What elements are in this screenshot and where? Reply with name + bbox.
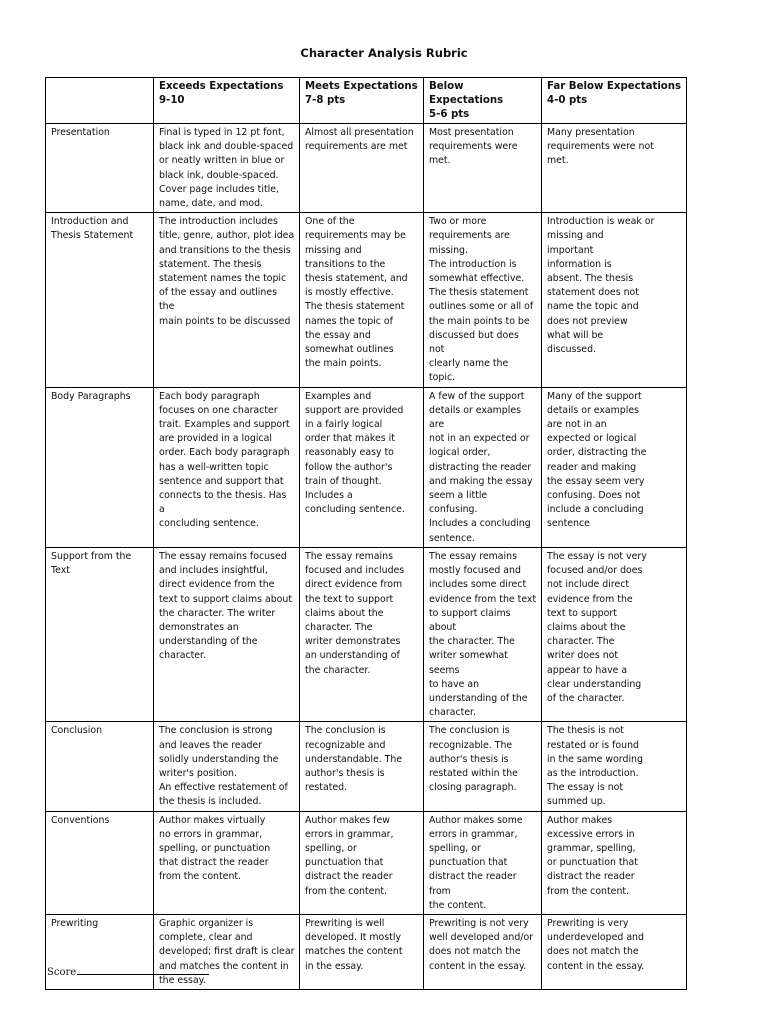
criterion-cell: Prewriting — [46, 914, 154, 989]
score-field — [47, 964, 209, 978]
below-cell: The conclusion is recognizable. The author's thesis is restated within the closing paragraph. — [424, 722, 542, 811]
header-cell-exceeds — [154, 78, 300, 124]
criterion-cell: Body Paragraphs — [46, 387, 154, 547]
far-below-cell: Many of the support details or examples are not in an expected or logical order, distracting the reader and making the essay seem very confusing. Does not include a concluding sentence — [542, 387, 687, 547]
meets-cell: The conclusion is recognizable and understandable. The author's thesis is restated. — [300, 722, 424, 811]
below-cell: A few of the support details or examples are not in an expected or logical order, distracting the reader and making the essay seem a little confusing. Includes a concluding sentence. — [424, 387, 542, 547]
criterion-cell: Introduction and Thesis Statement — [46, 213, 154, 387]
far-below-cell: Author makes excessive errors in grammar, spelling, or punctuation that distract the reader from the content. — [542, 811, 687, 914]
rubric-table — [45, 77, 687, 990]
exceeds-cell: Author makes virtually no errors in grammar, spelling, or punctuation that distract the reader from the content. — [154, 811, 300, 914]
header-points: 7-8 pts — [305, 95, 346, 106]
header-cell-criteria — [46, 78, 154, 124]
header-label: Far Below Expectations — [547, 81, 682, 92]
below-cell: Author makes some errors in grammar, spelling, or punctuation that distract the reader from the content. — [424, 811, 542, 914]
criterion-cell: Conventions — [46, 811, 154, 914]
table-row — [46, 722, 687, 811]
exceeds-cell: Graphic organizer is complete, clear and developed; first draft is clear and matches the content in the essay. — [154, 914, 300, 989]
header-label: Exceeds Expectations — [159, 81, 284, 92]
below-cell: Most presentation requirements were met. — [424, 124, 542, 213]
meets-cell: Examples and support are provided in a fairly logical order that makes it reasonably easy to follow the author's train of thought. Includes a concluding sentence. — [300, 387, 424, 547]
table-row — [46, 124, 687, 213]
meets-cell: Almost all presentation requirements are met — [300, 124, 424, 213]
table-row — [46, 547, 687, 721]
page-title: Character Analysis Rubric — [300, 46, 468, 60]
header-points: 5-6 pts — [429, 109, 470, 120]
exceeds-cell: The introduction includes title, genre, author, plot idea and transitions to the thesis statement. The thesis statement names the topic of the essay and outlines the main points to be discussed — [154, 213, 300, 387]
far-below-cell: Many presentation requirements were not met. — [542, 124, 687, 213]
below-cell: Prewriting is not very well developed and/or does not match the content in the essay. — [424, 914, 542, 989]
score-blank-line[interactable] — [77, 964, 209, 975]
header-cell-meets — [300, 78, 424, 124]
criterion-cell: Presentation — [46, 124, 154, 213]
meets-cell: Prewriting is well developed. It mostly matches the content in the essay. — [300, 914, 424, 989]
table-row — [46, 213, 687, 387]
meets-cell: The essay remains focused and includes direct evidence from the text to support claims about the character. The writer demonstrates an understanding of the character. — [300, 547, 424, 721]
header-row — [46, 78, 687, 124]
far-below-cell: Introduction is weak or missing and important information is absent. The thesis statement does not name the topic and does not preview what will be discussed. — [542, 213, 687, 387]
exceeds-cell: The essay remains focused and includes insightful, direct evidence from the text to support claims about the character. The writer demonstrates an understanding of the character. — [154, 547, 300, 721]
score-label: Score — [47, 967, 77, 978]
exceeds-cell: The conclusion is strong and leaves the reader solidly understanding the writer's position. An effective restatement of the thesis is included. — [154, 722, 300, 811]
below-cell: The essay remains mostly focused and includes some direct evidence from the text to support claims about the character. The writer somewhat seems to have an understanding of the character. — [424, 547, 542, 721]
exceeds-cell: Each body paragraph focuses on one character trait. Examples and support are provided in a logical order. Each body paragraph has a well-written topic sentence and support that connects to the thesis. Has a concluding sentence. — [154, 387, 300, 547]
header-cell-below — [424, 78, 542, 124]
meets-cell: Author makes few errors in grammar, spelling, or punctuation that distract the reader from the content. — [300, 811, 424, 914]
header-label: Below Expectations — [429, 81, 504, 106]
far-below-cell: The thesis is not restated or is found in the same wording as the introduction. The essay is not summed up. — [542, 722, 687, 811]
table-row — [46, 387, 687, 547]
table-row — [46, 914, 687, 989]
below-cell: Two or more requirements are missing. The introduction is somewhat effective. The thesis statement outlines some or all of the main points to be discussed but does not clearly name the topic. — [424, 213, 542, 387]
header-cell-far-below — [542, 78, 687, 124]
far-below-cell: Prewriting is very underdeveloped and does not match the content in the essay. — [542, 914, 687, 989]
criterion-cell: Conclusion — [46, 722, 154, 811]
exceeds-cell: Final is typed in 12 pt font, black ink and double-spaced or neatly written in blue or black ink, double-spaced. Cover page includes title, name, date, and mod. — [154, 124, 300, 213]
header-label: Meets Expectations — [305, 81, 418, 92]
header-points: 9-10 — [159, 95, 185, 106]
meets-cell: One of the requirements may be missing and transitions to the thesis statement, and is mostly effective. The thesis statement names the topic of the essay and somewhat outlines the main points. — [300, 213, 424, 387]
criterion-cell: Support from the Text — [46, 547, 154, 721]
table-row — [46, 811, 687, 914]
far-below-cell: The essay is not very focused and/or does not include direct evidence from the text to support claims about the character. The writer does not appear to have a clear understanding of the character. — [542, 547, 687, 721]
header-points: 4-0 pts — [547, 95, 588, 106]
